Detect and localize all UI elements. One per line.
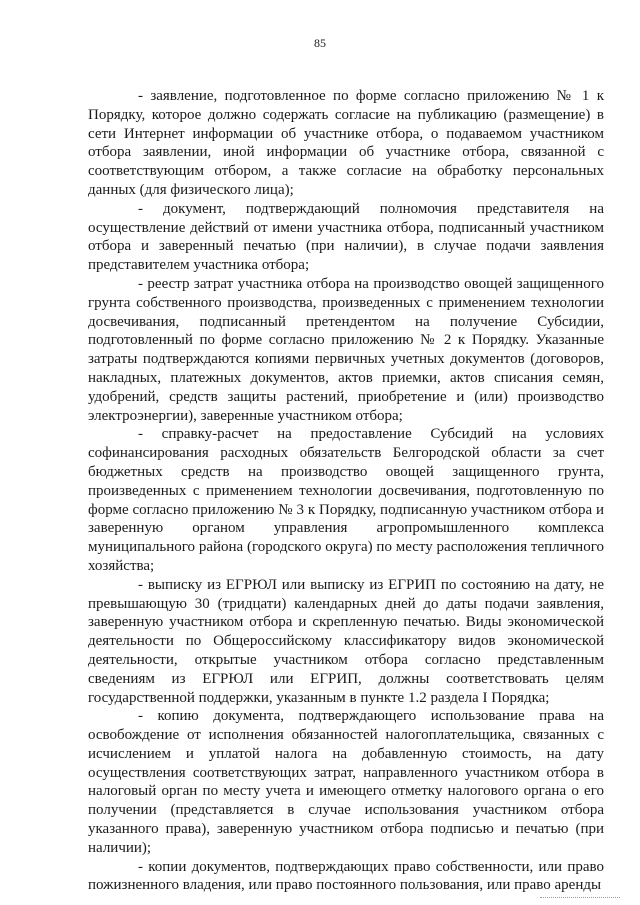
paragraph-calculation-certificate: - справку-расчет на предоставление Субсидий на условиях софинансирования расходных обязательств Белгородской области за счет бюджетных средств на производство овощей защищенного грунта, произведенных с применением технологии досвечивания, подготовленную по форме согласно приложению № 3 к Порядку, подписанную участником отбора и заверенную органом управления агропромышленного комплекса муниципального района (городского округа) по месту расположения тепличного хозяйства; [88,426,604,574]
page-number: 85 [314,36,326,50]
paragraph-ownership-documents: - копии документов, подтверждающих право собственности, или право пожизненного владения, или право постоянного пользования, или право аренды [88,858,604,894]
paragraph-registry-extract: - выписку из ЕГРЮЛ или выписку из ЕГРИП по состоянию на дату, не превышающую 30 (тридцати) календарных дней до даты подачи заявления, заверенную участником отбора и скрепленную печатью. Виды экономической деятельности по Общероссийскому классификатору видов экономической деятельности, открытые участником отбора согласно представленным сведениям из ЕГРЮЛ или ЕГРИП, должны соответствовать целям государственной поддержки, указанным в пункте 1.2 раздела I Порядка; [88,576,604,706]
paragraph-tax-exemption-copy: - копию документа, подтверждающего использование права на освобождение от исполнения обязанностей налогоплательщика, связанных с исчислением и уплатой налога на добавленную стоимость, на дату осуществления соответствующих затрат, направленного участником отбора в налоговый орган по месту учета и имеющего отметку налогового органа о его получении (представляется в случае использования участником отбора указанного права), заверенную участником отбора подписью и печатью (при наличии); [88,708,604,856]
paragraph-cost-register: - реестр затрат участника отбора на производство овощей защищенного грунта собственного производства, произведенных с применением технологии досвечивания, подписанный претендентом на получение Субсидии, подготовленный по форме согласно приложению № 2 к Порядку. Указанные затраты подтверждаются копиями первичных учетных документов (договоров, накладных, платежных документов, актов приемки, актов списания семян, удобрений, средств защиты растений, приобретение и (или) производство электроэнергии), заверенные участником отбора; [88,275,604,424]
paragraph-authority-document: - документ, подтверждающий полномочия представителя на осуществление действий от имени участника отбора, подписанный участником отбора и заверенный печатью (при наличии), в случае подачи заявления представителем участника отбора; [88,200,604,274]
scan-edge-mark [540,893,620,898]
document-body [88,87,604,895]
paragraph-application: - заявление, подготовленное по форме согласно приложению № 1 к Порядку, которое должно содержать согласие на публикацию (размещение) в сети Интернет информации об участнике отбора, о подаваемом участником отбора заявлении, иной информации об участнике отбора, связанной с соответствующим отбором, а также согласие на обработку персональных данных (для физического лица); [88,88,604,198]
